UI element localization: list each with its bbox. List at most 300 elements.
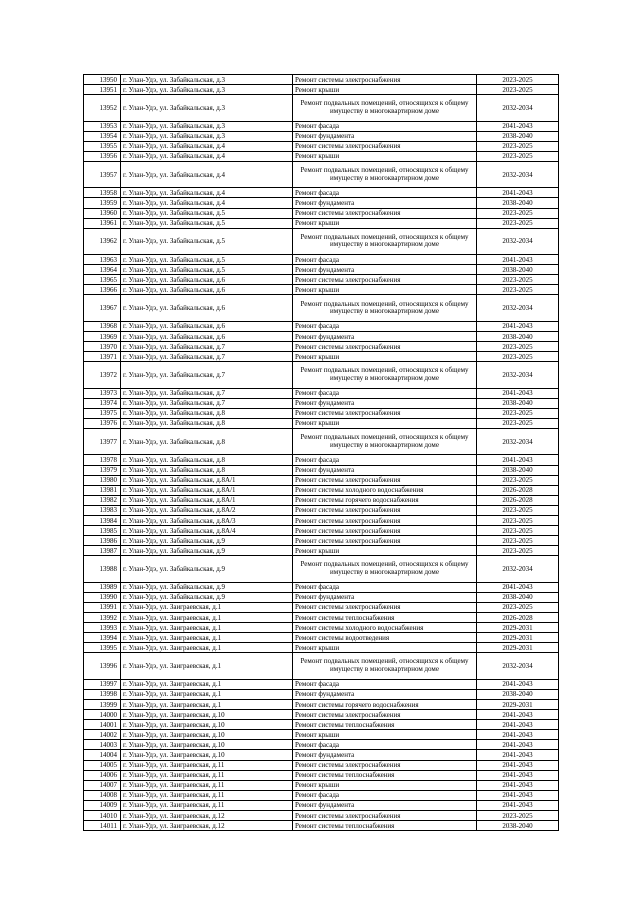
table-row [84,321,559,331]
period-cell: 2023-2025 [477,475,559,485]
row-number: 13965 [84,275,121,285]
work-type-cell: Ремонт фасада [293,388,477,398]
work-type-cell: Ремонт системы горячего водоснабжения [293,495,477,505]
address-cell: г. Улан-Удэ, ул. Забайкальская, д.6 [121,275,293,285]
period-cell: 2029-2031 [477,623,559,633]
work-type-cell: Ремонт системы электроснабжения [293,208,477,218]
address-cell: г. Улан-Удэ, ул. Забайкальская, д.4 [121,141,293,151]
period-cell: 2041-2043 [477,388,559,398]
table-row [84,255,559,265]
address-cell: г. Улан-Удэ, ул. Забайкальская, д.8 [121,465,293,475]
table-row [84,188,559,198]
period-cell: 2032-2034 [477,295,559,321]
address-cell: г. Улан-Удэ, ул. Заиграевская, д.1 [121,602,293,612]
address-cell: г. Улан-Удэ, ул. Забайкальская, д.8 [121,418,293,428]
row-number: 14005 [84,760,121,770]
row-number: 13952 [84,95,121,121]
work-type-cell: Ремонт подвальных помещений, относящихся к общему имуществу в многоквартирном доме [293,295,477,321]
row-number: 13957 [84,161,121,187]
table-row [84,429,559,455]
row-number: 13969 [84,331,121,341]
address-cell: г. Улан-Удэ, ул. Забайкальская, д.8 [121,408,293,418]
work-type-cell: Ремонт фундамента [293,750,477,760]
address-cell: г. Улан-Удэ, ул. Забайкальская, д.5 [121,228,293,254]
address-cell: г. Улан-Удэ, ул. Заиграевская, д.1 [121,633,293,643]
table-row [84,546,559,556]
work-type-cell: Ремонт системы холодного водоснабжения [293,485,477,495]
address-cell: г. Улан-Удэ, ул. Забайкальская, д.3 [121,131,293,141]
period-cell: 2041-2043 [477,750,559,760]
table-row [84,556,559,582]
period-cell: 2041-2043 [477,255,559,265]
period-cell: 2041-2043 [477,455,559,465]
work-type-cell: Ремонт крыши [293,643,477,653]
period-cell: 2038-2040 [477,592,559,602]
table-row [84,505,559,515]
period-cell: 2032-2034 [477,95,559,121]
work-type-cell: Ремонт системы горячего водоснабжения [293,699,477,709]
table-row [84,821,559,831]
address-cell: г. Улан-Удэ, ул. Забайкальская, д.3 [121,95,293,121]
work-type-cell: Ремонт системы электроснабжения [293,275,477,285]
period-cell: 2023-2025 [477,602,559,612]
period-cell: 2023-2025 [477,505,559,515]
address-cell: г. Улан-Удэ, ул. Забайкальская, д.7 [121,342,293,352]
table-row [84,811,559,821]
work-type-cell: Ремонт фасада [293,255,477,265]
row-number: 14006 [84,770,121,780]
work-type-cell: Ремонт крыши [293,151,477,161]
table-row [84,208,559,218]
row-number: 13958 [84,188,121,198]
table-row [84,710,559,720]
address-cell: г. Улан-Удэ, ул. Забайкальская, д.8А/1 [121,475,293,485]
table-row [84,633,559,643]
address-cell: г. Улан-Удэ, ул. Заиграевская, д.10 [121,720,293,730]
table-row [84,75,559,85]
address-cell: г. Улан-Удэ, ул. Забайкальская, д.5 [121,208,293,218]
table-row [84,689,559,699]
period-cell: 2023-2025 [477,141,559,151]
table-row [84,121,559,131]
work-type-cell: Ремонт системы теплоснабжения [293,770,477,780]
address-cell: г. Улан-Удэ, ул. Заиграевская, д.1 [121,613,293,623]
table-row [84,85,559,95]
row-number: 13981 [84,485,121,495]
address-cell: г. Улан-Удэ, ул. Забайкальская, д.5 [121,255,293,265]
period-cell: 2023-2025 [477,515,559,525]
address-cell: г. Улан-Удэ, ул. Забайкальская, д.7 [121,398,293,408]
table-row [84,515,559,525]
work-type-cell: Ремонт подвальных помещений, относящихся к общему имуществу в многоквартирном доме [293,653,477,679]
work-type-cell: Ремонт системы электроснабжения [293,141,477,151]
period-cell: 2029-2031 [477,633,559,643]
work-type-cell: Ремонт подвальных помещений, относящихся к общему имуществу в многоквартирном доме [293,161,477,187]
table-row [84,592,559,602]
row-number: 14011 [84,821,121,831]
address-cell: г. Улан-Удэ, ул. Забайкальская, д.8А/4 [121,526,293,536]
period-cell: 2041-2043 [477,800,559,810]
work-type-cell: Ремонт подвальных помещений, относящихся к общему имуществу в многоквартирном доме [293,228,477,254]
address-cell: г. Улан-Удэ, ул. Заиграевская, д.10 [121,750,293,760]
row-number: 13990 [84,592,121,602]
address-cell: г. Улан-Удэ, ул. Забайкальская, д.7 [121,362,293,388]
table-row [84,398,559,408]
period-cell: 2041-2043 [477,188,559,198]
period-cell: 2026-2028 [477,613,559,623]
work-type-cell: Ремонт системы теплоснабжения [293,613,477,623]
address-cell: г. Улан-Удэ, ул. Забайкальская, д.4 [121,161,293,187]
period-cell: 2023-2025 [477,208,559,218]
address-cell: г. Улан-Удэ, ул. Забайкальская, д.6 [121,331,293,341]
work-type-cell: Ремонт фундамента [293,131,477,141]
work-type-cell: Ремонт подвальных помещений, относящихся к общему имуществу в многоквартирном доме [293,95,477,121]
work-type-cell: Ремонт подвальных помещений, относящихся к общему имуществу в многоквартирном доме [293,556,477,582]
work-type-cell: Ремонт системы электроснабжения [293,342,477,352]
table-row [84,750,559,760]
row-number: 13970 [84,342,121,352]
row-number: 13978 [84,455,121,465]
table-row [84,475,559,485]
work-type-cell: Ремонт системы электроснабжения [293,408,477,418]
address-cell: г. Улан-Удэ, ул. Заиграевская, д.1 [121,653,293,679]
period-cell: 2032-2034 [477,429,559,455]
row-number: 13962 [84,228,121,254]
work-type-cell: Ремонт крыши [293,546,477,556]
row-number: 13998 [84,689,121,699]
row-number: 14008 [84,790,121,800]
row-number: 13985 [84,526,121,536]
row-number: 13999 [84,699,121,709]
row-number: 13986 [84,536,121,546]
table-row [84,388,559,398]
address-cell: г. Улан-Удэ, ул. Забайкальская, д.8 [121,429,293,455]
row-number: 13997 [84,679,121,689]
address-cell: г. Улан-Удэ, ул. Забайкальская, д.8 [121,455,293,465]
address-cell: г. Улан-Удэ, ул. Забайкальская, д.6 [121,285,293,295]
table-row [84,800,559,810]
address-cell: г. Улан-Удэ, ул. Забайкальская, д.9 [121,592,293,602]
period-cell: 2038-2040 [477,265,559,275]
table-row [84,790,559,800]
address-cell: г. Улан-Удэ, ул. Заиграевская, д.12 [121,811,293,821]
row-number: 14002 [84,730,121,740]
address-cell: г. Улан-Удэ, ул. Забайкальская, д.9 [121,582,293,592]
table-row [84,730,559,740]
work-type-cell: Ремонт системы электроснабжения [293,602,477,612]
address-cell: г. Улан-Удэ, ул. Заиграевская, д.11 [121,790,293,800]
period-cell: 2041-2043 [477,760,559,770]
work-type-cell: Ремонт фундамента [293,800,477,810]
work-type-cell: Ремонт системы теплоснабжения [293,720,477,730]
address-cell: г. Улан-Удэ, ул. Заиграевская, д.10 [121,740,293,750]
address-cell: г. Улан-Удэ, ул. Заиграевская, д.12 [121,821,293,831]
work-type-cell: Ремонт системы электроснабжения [293,526,477,536]
table-row [84,275,559,285]
table-row [84,623,559,633]
address-cell: г. Улан-Удэ, ул. Забайкальская, д.4 [121,188,293,198]
table-row [84,131,559,141]
address-cell: г. Улан-Удэ, ул. Заиграевская, д.10 [121,730,293,740]
table-row [84,285,559,295]
address-cell: г. Улан-Удэ, ул. Забайкальская, д.9 [121,556,293,582]
table-row [84,526,559,536]
repair-schedule-table [83,74,559,831]
row-number: 13988 [84,556,121,582]
work-type-cell: Ремонт фасада [293,455,477,465]
address-cell: г. Улан-Удэ, ул. Заиграевская, д.1 [121,623,293,633]
work-type-cell: Ремонт фундамента [293,198,477,208]
row-number: 14003 [84,740,121,750]
address-cell: г. Улан-Удэ, ул. Заиграевская, д.11 [121,780,293,790]
row-number: 13956 [84,151,121,161]
work-type-cell: Ремонт подвальных помещений, относящихся к общему имуществу в многоквартирном доме [293,429,477,455]
period-cell: 2041-2043 [477,740,559,750]
period-cell: 2023-2025 [477,546,559,556]
row-number: 13983 [84,505,121,515]
table-row [84,342,559,352]
address-cell: г. Улан-Удэ, ул. Забайкальская, д.3 [121,85,293,95]
row-number: 13961 [84,218,121,228]
row-number: 14010 [84,811,121,821]
work-type-cell: Ремонт фасада [293,121,477,131]
row-number: 13964 [84,265,121,275]
row-number: 14009 [84,800,121,810]
work-type-cell: Ремонт системы электроснабжения [293,760,477,770]
work-type-cell: Ремонт фундамента [293,265,477,275]
table-row [84,95,559,121]
address-cell: г. Улан-Удэ, ул. Забайкальская, д.5 [121,265,293,275]
work-type-cell: Ремонт крыши [293,418,477,428]
period-cell: 2026-2028 [477,485,559,495]
row-number: 13984 [84,515,121,525]
row-number: 13966 [84,285,121,295]
period-cell: 2032-2034 [477,653,559,679]
period-cell: 2023-2025 [477,75,559,85]
table-row [84,643,559,653]
address-cell: г. Улан-Удэ, ул. Заиграевская, д.1 [121,699,293,709]
table-row [84,536,559,546]
period-cell: 2041-2043 [477,730,559,740]
row-number: 13968 [84,321,121,331]
row-number: 13959 [84,198,121,208]
period-cell: 2023-2025 [477,218,559,228]
table-row [84,613,559,623]
table-row [84,770,559,780]
row-number: 13992 [84,613,121,623]
period-cell: 2023-2025 [477,275,559,285]
address-cell: г. Улан-Удэ, ул. Заиграевская, д.11 [121,770,293,780]
address-cell: г. Улан-Удэ, ул. Забайкальская, д.6 [121,321,293,331]
table-row [84,780,559,790]
address-cell: г. Улан-Удэ, ул. Забайкальская, д.4 [121,151,293,161]
row-number: 13979 [84,465,121,475]
work-type-cell: Ремонт системы холодного водоснабжения [293,623,477,633]
table-row [84,653,559,679]
table-row [84,418,559,428]
row-number: 13954 [84,131,121,141]
row-number: 13977 [84,429,121,455]
address-cell: г. Улан-Удэ, ул. Забайкальская, д.3 [121,121,293,131]
row-number: 13960 [84,208,121,218]
address-cell: г. Улан-Удэ, ул. Забайкальская, д.8А/2 [121,505,293,515]
table-row [84,362,559,388]
period-cell: 2023-2025 [477,151,559,161]
period-cell: 2026-2028 [477,495,559,505]
period-cell: 2032-2034 [477,228,559,254]
work-type-cell: Ремонт фундамента [293,398,477,408]
period-cell: 2038-2040 [477,689,559,699]
address-cell: г. Улан-Удэ, ул. Заиграевская, д.11 [121,760,293,770]
table-row [84,495,559,505]
work-type-cell: Ремонт системы электроснабжения [293,515,477,525]
work-type-cell: Ремонт фундамента [293,331,477,341]
work-type-cell: Ремонт крыши [293,780,477,790]
address-cell: г. Улан-Удэ, ул. Заиграевская, д.1 [121,643,293,653]
work-type-cell: Ремонт системы электроснабжения [293,536,477,546]
period-cell: 2041-2043 [477,710,559,720]
work-type-cell: Ремонт крыши [293,285,477,295]
period-cell: 2023-2025 [477,418,559,428]
address-cell: г. Улан-Удэ, ул. Забайкальская, д.7 [121,388,293,398]
work-type-cell: Ремонт фундамента [293,592,477,602]
table-row [84,151,559,161]
row-number: 13980 [84,475,121,485]
work-type-cell: Ремонт системы электроснабжения [293,505,477,515]
period-cell: 2023-2025 [477,536,559,546]
work-type-cell: Ремонт фундамента [293,689,477,699]
period-cell: 2023-2025 [477,408,559,418]
row-number: 13967 [84,295,121,321]
period-cell: 2038-2040 [477,465,559,475]
work-type-cell: Ремонт фасада [293,582,477,592]
period-cell: 2023-2025 [477,85,559,95]
work-type-cell: Ремонт фасада [293,740,477,750]
row-number: 13972 [84,362,121,388]
address-cell: г. Улан-Удэ, ул. Заиграевская, д.10 [121,710,293,720]
table-row [84,161,559,187]
period-cell: 2041-2043 [477,720,559,730]
table-row [84,408,559,418]
work-type-cell: Ремонт системы водоотведения [293,633,477,643]
work-type-cell: Ремонт фундамента [293,465,477,475]
period-cell: 2038-2040 [477,821,559,831]
document-page [83,74,559,831]
row-number: 13994 [84,633,121,643]
work-type-cell: Ремонт системы электроснабжения [293,811,477,821]
table-row [84,760,559,770]
period-cell: 2032-2034 [477,161,559,187]
period-cell: 2032-2034 [477,556,559,582]
work-type-cell: Ремонт крыши [293,218,477,228]
work-type-cell: Ремонт фасада [293,188,477,198]
row-number: 14000 [84,710,121,720]
period-cell: 2023-2025 [477,342,559,352]
period-cell: 2032-2034 [477,362,559,388]
table-row [84,699,559,709]
row-number: 14001 [84,720,121,730]
row-number: 13987 [84,546,121,556]
row-number: 13971 [84,352,121,362]
table-row [84,740,559,750]
address-cell: г. Улан-Удэ, ул. Забайкальская, д.7 [121,352,293,362]
row-number: 13974 [84,398,121,408]
address-cell: г. Улан-Удэ, ул. Забайкальская, д.8А/1 [121,485,293,495]
table-row [84,228,559,254]
row-number: 13991 [84,602,121,612]
period-cell: 2023-2025 [477,285,559,295]
table-row [84,198,559,208]
period-cell: 2041-2043 [477,780,559,790]
work-type-cell: Ремонт фасада [293,790,477,800]
period-cell: 2041-2043 [477,790,559,800]
row-number: 13993 [84,623,121,633]
work-type-cell: Ремонт системы теплоснабжения [293,821,477,831]
work-type-cell: Ремонт фасада [293,679,477,689]
address-cell: г. Улан-Удэ, ул. Заиграевская, д.1 [121,689,293,699]
row-number: 13955 [84,141,121,151]
row-number: 13982 [84,495,121,505]
table-row [84,582,559,592]
period-cell: 2038-2040 [477,331,559,341]
period-cell: 2023-2025 [477,811,559,821]
work-type-cell: Ремонт системы электроснабжения [293,710,477,720]
period-cell: 2041-2043 [477,582,559,592]
period-cell: 2023-2025 [477,526,559,536]
table-row [84,720,559,730]
period-cell: 2038-2040 [477,198,559,208]
row-number: 14007 [84,780,121,790]
row-number: 13995 [84,643,121,653]
row-number: 13976 [84,418,121,428]
address-cell: г. Улан-Удэ, ул. Забайкальская, д.5 [121,218,293,228]
period-cell: 2023-2025 [477,352,559,362]
table-row [84,602,559,612]
table-row [84,455,559,465]
period-cell: 2041-2043 [477,321,559,331]
work-type-cell: Ремонт системы электроснабжения [293,475,477,485]
row-number: 13973 [84,388,121,398]
period-cell: 2038-2040 [477,398,559,408]
row-number: 13951 [84,85,121,95]
period-cell: 2041-2043 [477,679,559,689]
table-row [84,352,559,362]
row-number: 14004 [84,750,121,760]
address-cell: г. Улан-Удэ, ул. Забайкальская, д.4 [121,198,293,208]
address-cell: г. Улан-Удэ, ул. Забайкальская, д.8А/1 [121,495,293,505]
table-row [84,485,559,495]
table-row [84,465,559,475]
row-number: 13953 [84,121,121,131]
period-cell: 2041-2043 [477,121,559,131]
work-type-cell: Ремонт крыши [293,730,477,740]
work-type-cell: Ремонт фасада [293,321,477,331]
work-type-cell: Ремонт системы электроснабжения [293,75,477,85]
table-row [84,331,559,341]
address-cell: г. Улан-Удэ, ул. Заиграевская, д.1 [121,679,293,689]
address-cell: г. Улан-Удэ, ул. Забайкальская, д.6 [121,295,293,321]
address-cell: г. Улан-Удэ, ул. Заиграевская, д.11 [121,800,293,810]
table-row [84,679,559,689]
row-number: 13996 [84,653,121,679]
table-body [84,75,559,831]
table-row [84,218,559,228]
table-row [84,141,559,151]
period-cell: 2038-2040 [477,131,559,141]
period-cell: 2029-2031 [477,699,559,709]
row-number: 13950 [84,75,121,85]
table-row [84,295,559,321]
